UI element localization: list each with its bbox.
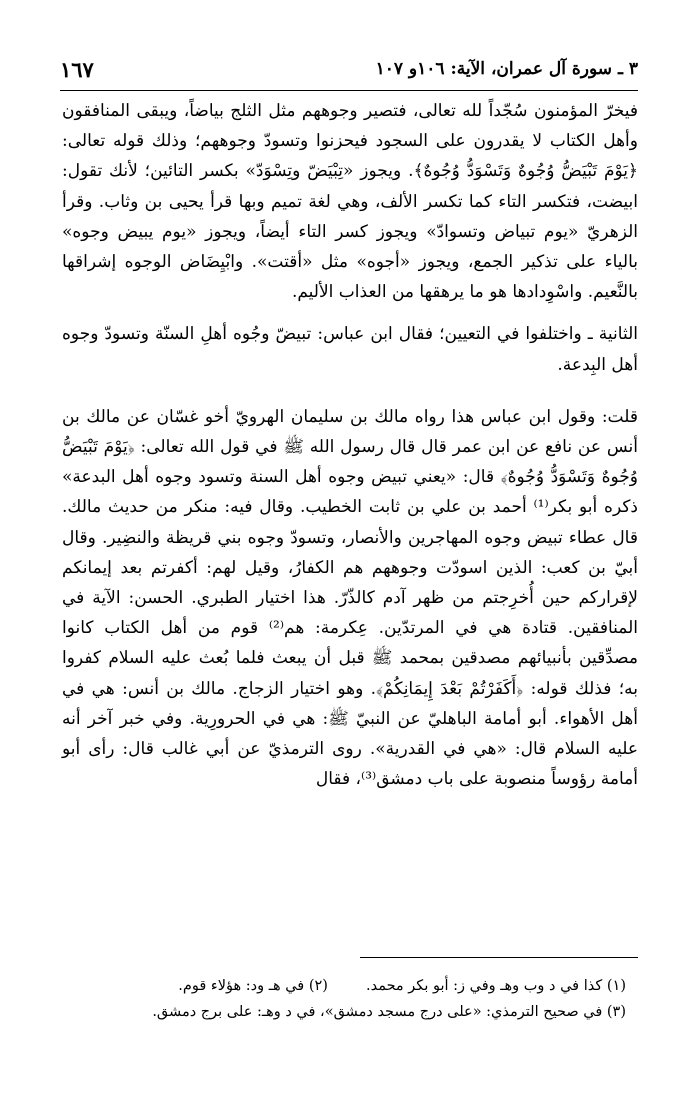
footnote-row	[60, 973, 626, 999]
main-text	[62, 96, 638, 794]
footnote-rule	[360, 957, 638, 958]
paragraph: الثانية ـ واختلفوا في التعيين؛ فقال ابن عباس: تبيضّ وجُوه أهلِ السنّة وتسودّ وجوه أهل البِدعة.	[62, 324, 638, 375]
running-header	[60, 52, 638, 86]
chapter-title: ٣ ـ سورة آل عمران، الآية: ١٠٦و ١٠٧	[375, 59, 638, 79]
footnote-3: (٣) في صحيح الترمذي: «على درج مسجد دمشق»، في د وهـ: على برج دمشق.	[152, 1004, 626, 1020]
footnote-1: (١) كذا في د وب وهـ وفي ز: أبو بكر محمد.	[365, 978, 626, 994]
paragraph: فيخرّ المؤمنون سُجّداً لله تعالى، فتصير وجوههم مثل الثلج بياضاً، ويبقى المنافقون وأهل الكتاب لا يقدرون على السجود فيحزنوا وتسودّ وجوههم؛ وذلك قوله تعالى: ﴿يَوْمَ تَبْيَضُّ وُجُوهٌ وَتَسْوَدُّ وُجُوهٌ﴾. ويجوز «تِبْيَضّ وتِسْوَدّ» بكسر التائين؛ لأنك تقول: ابيضت، فتكسر التاء كما تكسر الألف، وهي لغة تميم وبها قرأ يحيى بن وثاب. وقرأ الزهريّ «يوم تبياض وتسوادّ» ويجوز كسر التاء أيضاً، ويجوز «يوم يبيض وجوه» بالياء على تذكير الجمع، ويجوز «أجوه» مثل «أقتت». وابْيِضَاض الوجوه إشراقها بالنَّعيم. واسْوِدادها هو ما يرهقها من العذاب الأليم.	[62, 101, 638, 303]
footnote-2: (٢) في هـ ود: هؤلاء قوم.	[178, 978, 328, 994]
paragraph: قلت: وقول ابن عباس هذا رواه مالك بن سليمان الهرويّ أخو غسّان عن مالك بن أنس عن نافع عن ابن عمر قال قال رسول الله ﷺ في قول الله تعالى: ﴿يَوْمَ تَبْيَضُّ وُجُوهٌ وَتَسْوَدُّ وُجُوهٌ﴾ قال: «يعني تبيض وجوه أهل السنة وتسود وجوه أهل البدعة» ذكره أبو بكر⁽¹⁾ أحمد بن علي بن ثابت الخطيب. وقال فيه: منكر من حديث مالك. قال عطاء تبيض وجوه المهاجرين والأنصار، وتسودّ وجوه بني قريظة والنضِير. وقال أبيّ بن كعب: الذين اسودّت وجوههم هم الكفارُ، وقيل لهم: أكفرتم بعد إيمانكم لإقراركم حين أُخرِجتم من ظهر آدم كالذّرّ. هذا اختيار الطبري. الحسن: الآية في المنافقين. قتادة هي في المرتدّين. عِكرمة: هم⁽²⁾ قوم من أهل الكتاب كانوا مصدِّقين بأنبيائهم مصدقين بمحمد ﷺ قبل أن يبعث فلما بُعث عليه السلام كفروا به؛ فذلك قوله: ﴿أَكَفَرْتُمْ بَعْدَ إِيمَانِكُمْ﴾. وهو اختيار الزجاج. مالك بن أنس: هي في أهل الأهواء. أبو أمامة الباهليّ عن النبيّ ﷺ: هي في الحرورِية. وفي خبر آخر أنه عليه السلام قال: «هي في القدرية». روى الترمذيّ عن أبي غالب قال: رأى أبو أمامة رؤوساً منصوبة على باب دمشق⁽³⁾، فقال	[62, 406, 638, 790]
footnotes	[60, 973, 626, 1025]
footnote-row	[60, 999, 626, 1025]
header-rule	[60, 90, 638, 91]
page-number: ١٦٧	[60, 56, 94, 82]
